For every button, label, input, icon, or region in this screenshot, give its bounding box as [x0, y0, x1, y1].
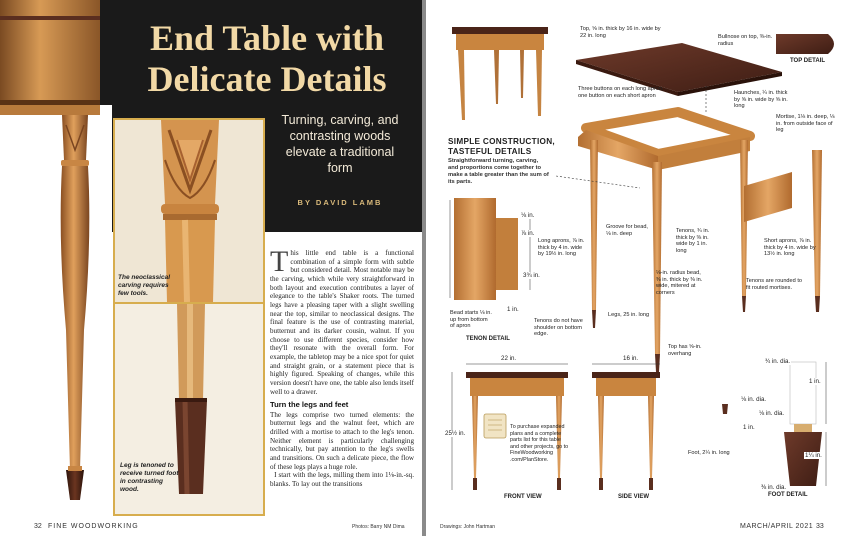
- body-paragraph-2: The legs comprise two turned elements: the butternut legs and the walnut feet, which are drilled with a mortise to attach to the leg's tenon. Neither element is particularly challenging technically, but pay attention to the leg's swells and transitions. On such a delicate piece, the flow of these legs plays a huge role.: [270, 410, 414, 471]
- finished-table-photo: [452, 27, 548, 120]
- dim-front-width: 22 in.: [501, 355, 517, 362]
- side-view-drawing: [592, 364, 660, 490]
- label-legs: Legs, 25 in. long: [608, 312, 650, 318]
- label-radius-bead: ⅛-in. radius bead, ⅜ in. thick by ⅜ in. wide, mitered at corners: [656, 270, 703, 296]
- body-paragraph-3: I start with the legs, milling them into 1⅛-in.-sq. blanks. To lay out the transitions: [270, 471, 415, 489]
- dim-tenon-height: 3¾ in.: [523, 272, 540, 279]
- diagram-heading-line-2: TASTEFUL DETAILS: [448, 146, 532, 156]
- article-title: [114, 18, 420, 100]
- label-tenons-no-shoulder: Tenons do not have shoulder on bottom edge.: [534, 318, 583, 338]
- byline: BY DAVID LAMB: [297, 198, 383, 207]
- foot-caption: Leg is tenoned to receive turned foot in contrasting wood.: [120, 462, 179, 493]
- leg-photo: [0, 0, 112, 518]
- diagram-heading-line-1: SIMPLE CONSTRUCTION,: [448, 137, 555, 146]
- label-foot-detail: FOOT DETAIL: [768, 492, 808, 498]
- label-side-view: SIDE VIEW: [618, 494, 650, 500]
- dim-foot-inset: 1 in.: [743, 424, 755, 431]
- dim-foot-tenon: 1 in.: [809, 378, 821, 385]
- label-buttons: Three buttons on each long apron, one button on each short apron: [578, 86, 664, 99]
- magazine-name: FINE WOODWORKING: [48, 523, 139, 530]
- label-haunches: Haunches, ¼ in. thick by ⅝ in. wide by ⅝ in. long: [734, 90, 788, 110]
- dim-foot-dia-2: ⅛ in. dia.: [741, 396, 767, 403]
- article-deck: Turning, carving, and contrasting woods elevate a traditional form: [281, 113, 399, 175]
- label-long-aprons: Long aprons, ⅞ in. thick by 4 in. wide by 19½ in. long: [538, 238, 585, 258]
- page-number-right: 33: [816, 523, 824, 530]
- right-page: [426, 0, 848, 536]
- photo-credit: Photos: Barry NM Dima: [352, 524, 405, 530]
- dim-foot-dia-3: ⅛ in. dia.: [759, 410, 785, 417]
- body-paragraph-1: his little end table is a functional combination of a simple form with subtle but considered detail. Most notable may be the carving, which while very straightforward in both layout and execution contributes a layer of elegance to the table's Shaker roots. The turned legs have a pleasing taper with a slight swelling near the top, similar to neoclassical designs. The final feature is the use of contrasting material, butternut and its darker cousin, walnut. If you choose to use different species, consider how they'll resonate with the overall form. For example, the tabletop may be a nice spot for quiet and straight grain, or a statement piece that is highly figured. Speaking of changes, while this version doesn't have one, the table also lends itself well to a drawer.: [270, 249, 414, 396]
- label-bead-starts: Bead starts ⅛ in. up from bottom of apron: [450, 310, 492, 330]
- issue-date: MARCH/APRIL 2021: [740, 523, 814, 530]
- dim-foot-length: 1¼ in.: [805, 452, 822, 459]
- label-front-view: FRONT VIEW: [504, 494, 542, 500]
- label-tenons: Tenons, ¾ in. thick by ⅜ in. wide by 1 in. long: [676, 228, 710, 254]
- diagram-subtext: Straightforward turning, carving, and proportions come together to make a table greater than the sum of its parts.: [448, 158, 549, 185]
- construction-drawing: [426, 0, 848, 536]
- label-tenons-rounded: Tenons are rounded to fit routed mortises.: [746, 278, 802, 291]
- top-detail-profile: [776, 34, 834, 54]
- dim-side-width: 16 in.: [623, 355, 639, 362]
- dim-foot-dia-top: ¾ in. dia.: [765, 358, 791, 365]
- label-short-aprons: Short aprons, ⅞ in. thick by 4 in. wide by 13½ in. long: [764, 238, 816, 258]
- title-line-2: Delicate Details: [147, 59, 387, 99]
- dim-tenon-side: ⅞ in.: [521, 230, 535, 237]
- label-bullnose: Bullnose on top, ⅜-in. radius: [718, 34, 773, 47]
- carving-caption: The neoclassical carving requires few tools.: [118, 274, 171, 297]
- tenon-detail: [450, 198, 530, 300]
- label-mortise: Mortise, 1⅛ in. deep, ⅛ in. from outside face of leg: [776, 114, 835, 134]
- diagram-heading: [448, 137, 555, 156]
- purchase-plans-note: To purchase expanded plans and a complete parts list for this table and other projects, go to FineWoodworking .com/PlanStore.: [510, 424, 569, 463]
- label-overhang: Top has ⅝-in. overhang: [668, 344, 702, 357]
- label-tenon-detail: TENON DETAIL: [466, 336, 510, 342]
- article-body: [270, 245, 415, 489]
- label-top-detail: TOP DETAIL: [790, 58, 826, 64]
- label-top: Top, ⅝ in. thick by 16 in. wide by 22 in. long: [580, 26, 661, 39]
- plans-scroll-icon: [484, 414, 506, 438]
- section-subhead: Turn the legs and feet: [270, 400, 349, 410]
- label-grooves: Groove for bead, ⅛ in. deep: [606, 224, 648, 237]
- dim-front-height: 25½ in.: [445, 430, 466, 437]
- drop-cap: T: [270, 245, 289, 278]
- left-page: [0, 0, 422, 536]
- dim-tenon-length: 1 in.: [507, 306, 519, 313]
- title-line-1: End Table with: [149, 18, 385, 58]
- drawings-credit: Drawings: John Hartman: [440, 524, 496, 530]
- dim-foot-dia-bottom: ⅜ in. dia.: [761, 484, 787, 491]
- dim-tenon-top: ⅛ in.: [521, 212, 535, 219]
- label-foot: Foot, 2¼ in. long: [688, 450, 730, 456]
- page-number-left: 32: [34, 523, 42, 530]
